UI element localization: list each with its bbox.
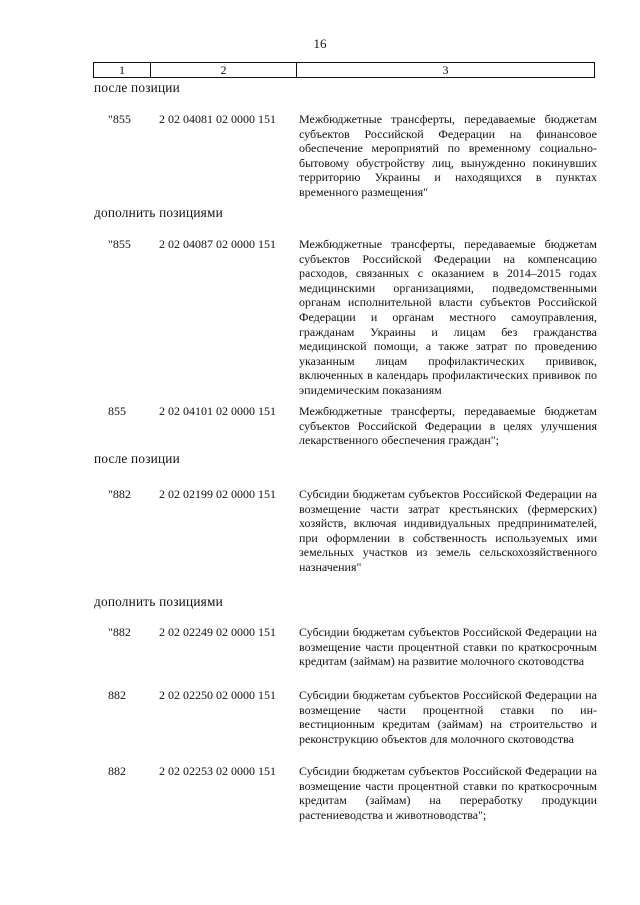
- instruction-after-position: после позиции: [94, 451, 180, 466]
- admin-code: 855: [108, 404, 126, 418]
- item-description: Межбюджетные трансферты, передаваемые бюджетам субъектов Российской Федерации на финансовое обеспечение мероприятий по временному социально-бытовому обустройству лиц, вынужденно покинувших территорию Украины и находящихся в пунктах временного размещения": [299, 112, 597, 199]
- page-number: 16: [313, 36, 327, 51]
- budget-classification-code: 2 02 04101 02 0000 151: [159, 404, 276, 418]
- admin-code: "855: [108, 112, 131, 126]
- budget-classification-code: 2 02 02199 02 0000 151: [159, 487, 276, 501]
- item-description: Субсидии бюджетам субъектов Российской Федерации на возмещение части затрат крестьянских (фермерских) хозяйств, включая индивидуальных предпринимателей, при оформлении в собственность используемых ими земельных участков из земель сельскохозяйственного назначения": [299, 487, 597, 574]
- budget-classification-code: 2 02 04081 02 0000 151: [159, 112, 276, 126]
- admin-code: "882: [108, 487, 131, 501]
- item-description: Субсидии бюджетам субъектов Российской Федерации на возмещение части процентной ставки по краткосрочным кредитам (займам) на развитие молочного скотоводства: [299, 625, 597, 669]
- item-description: Субсидии бюджетам субъектов Российской Федерации на возмещение части процентной ставки по инвестиционным кредитам (займам) на строительство и реконструкцию объектов для молочного скотоводства: [299, 688, 597, 746]
- instruction-add-positions: дополнить позициями: [94, 205, 223, 220]
- column-header-3: 3: [297, 63, 595, 78]
- column-header-1: 1: [94, 63, 151, 78]
- instruction-add-positions: дополнить позициями: [94, 594, 223, 609]
- budget-classification-code: 2 02 02249 02 0000 151: [159, 625, 276, 639]
- admin-code: "855: [108, 237, 131, 251]
- column-header-2: 2: [151, 63, 297, 78]
- column-header-table: [93, 62, 595, 78]
- item-description: Субсидии бюджетам субъектов Российской Федерации на возмещение части процентной ставки по краткосрочным кредитам (займам) на переработку продукции растениеводства и животноводства";: [299, 764, 597, 822]
- instruction-after-position: после позиции: [94, 80, 180, 95]
- item-description: Межбюджетные трансферты, передаваемые бюджетам субъектов Российской Федерации в целях улучшения лекарственного обеспечения граждан";: [299, 404, 597, 448]
- budget-classification-code: 2 02 02250 02 0000 151: [159, 688, 276, 702]
- admin-code: 882: [108, 764, 126, 778]
- budget-classification-code: 2 02 04087 02 0000 151: [159, 237, 276, 251]
- admin-code: "882: [108, 625, 131, 639]
- item-description: Межбюджетные трансферты, передаваемые бюджетам субъектов Российской Федерации на компенсацию расходов, связанных с оказанием в 2014–2015 годах медицинскими организациями, подведомственными органам исполнительной власти субъектов Российской Федерации и органам местного самоуправления, гражданам Украины и лицам без гражданства медицинской помощи, а также затрат по проведению указанным лицам профилактических прививок, включенных в календарь профилактических прививок по эпидемическим показаниям: [299, 237, 597, 397]
- admin-code: 882: [108, 688, 126, 702]
- budget-classification-code: 2 02 02253 02 0000 151: [159, 764, 276, 778]
